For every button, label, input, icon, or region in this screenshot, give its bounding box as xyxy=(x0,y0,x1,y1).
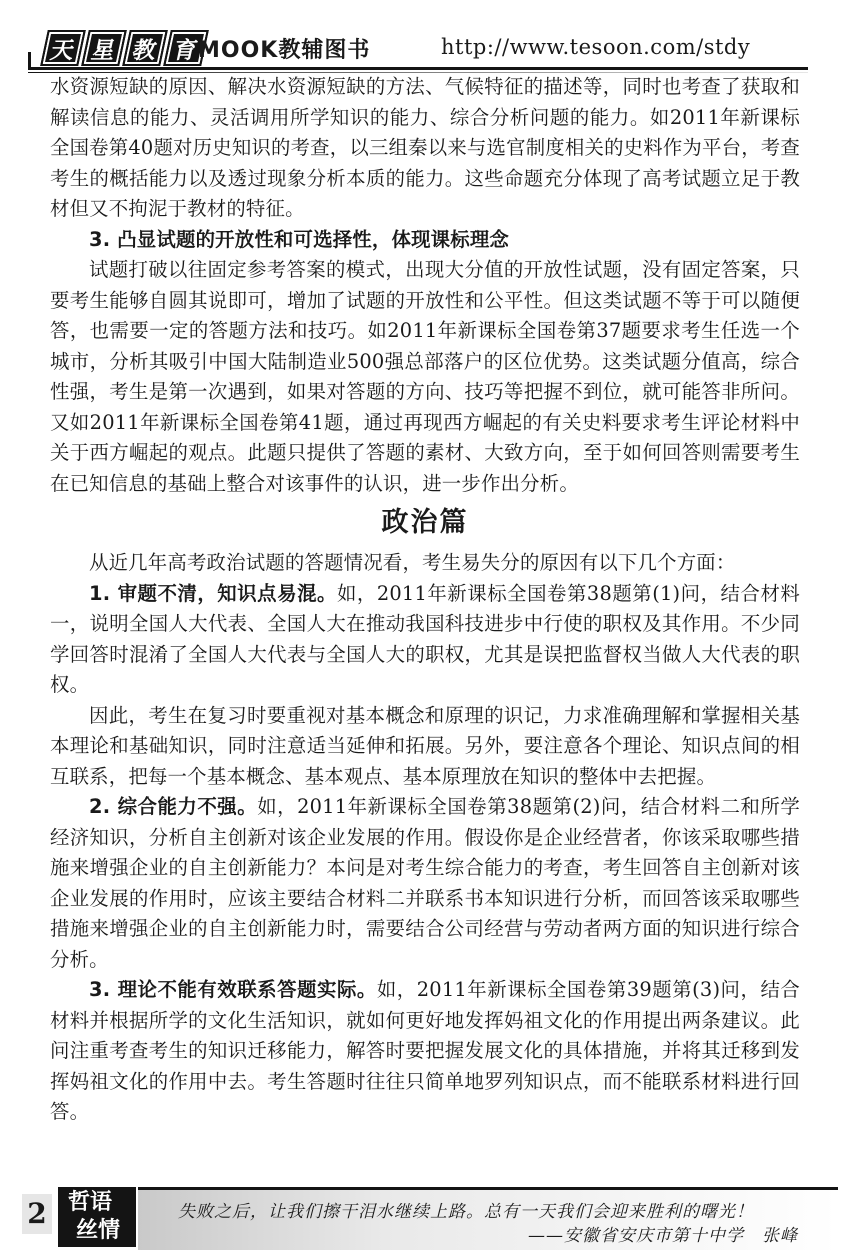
politics-item xyxy=(50,975,800,1128)
politics-item xyxy=(50,579,800,701)
column-badge xyxy=(58,1187,136,1247)
brand-char: 天 xyxy=(40,30,86,66)
item-lead: 3. 理论不能有效联系答题实际。 xyxy=(89,978,377,1001)
quote-attribution: ——安徽省安庆市第十中学 张峰 xyxy=(528,1226,798,1246)
politics-intro: 从近几年高考政治试题的答题情况看，考生易失分的原因有以下几个方面： xyxy=(89,551,736,574)
article-body xyxy=(50,72,800,1128)
column-label: 哲语 xyxy=(68,1190,113,1215)
brand-logo xyxy=(44,30,205,66)
column-label: 丝情 xyxy=(76,1218,121,1243)
header-rule xyxy=(28,67,808,70)
item-text: 如，2011年新课标全国卷第38题第(1)问，结合材料一，说明全国人大代表、全国人大在推动我国科技进步中行使的职权及其作用。不少同学回答时混淆了全国人大代表与全国人大的职权，尤其是误把监督权当做人大代表的职权。 xyxy=(50,581,800,696)
header-url: http://www.tesoon.com/stdy xyxy=(441,35,751,59)
item-text: 如，2011年新课标全国卷第39题第(3)问，结合材料并根据所学的文化生活知识，就如何更好地发挥妈祖文化的作用提出两条建议。此问注重考查考生的知识迁移能力，解答时要把握发展文化的具体措施，并将其迁移到发挥妈祖文化的作用中去。考生答题时往往只简单地罗列知识点，而不能联系材料进行回答。 xyxy=(50,978,800,1123)
page-footer xyxy=(0,1183,850,1250)
brand-char: 育 xyxy=(163,30,209,66)
brand-char: 星 xyxy=(81,30,127,66)
item-text: 如，2011年新课标全国卷第38题第(2)问，结合材料二和所学经济知识，分析自主创新对该企业发展的作用。假设你是企业经营者，你该采取哪些措施来增强企业的自主创新能力？本问是对考生综合能力的考查，考生回答自主创新对该企业发展的作用时，应该主要结合材料二并联系书本知识进行分析，而回答该采取哪些措施来增强企业的自主创新能力时，需要结合公司经营与劳动者两方面的知识进行综合分析。 xyxy=(50,795,800,971)
item-lead: 1. 审题不清，知识点易混。 xyxy=(89,581,337,605)
page-header xyxy=(0,0,850,72)
history-subheading: 3. 凸显试题的开放性和可选择性，体现课标理念 xyxy=(89,227,510,251)
series-title: MOOK教辅图书 xyxy=(198,38,371,63)
politics-item xyxy=(50,792,800,975)
history-paragraph: 试题打破以往固定参考答案的模式，出现大分值的开放性试题，没有固定答案，只要考生能够自圆其说即可，增加了试题的开放性和公平性。但这类试题不等于可以随便答，也需要一定的答题方法和技巧。如2011年新课标全国卷第37题要求考生任选一个城市，分析其吸引中国大陆制造业500强总部落户的区位优势。这类试题分值高，综合性强，考生是第一次遇到，如果对答题的方向、技巧等把握不到位，就可能答非所问。又如2011年新课标全国卷第41题，通过再现西方崛起的有关史料要求考生评论材料中关于西方崛起的观点。此题只提供了答题的素材、大致方向，至于如何回答则需要考生在已知信息的基础上整合对该事件的认识，进一步作出分析。 xyxy=(50,258,800,495)
item-lead: 2. 综合能力不强。 xyxy=(89,795,258,818)
history-paragraph: 水资源短缺的原因、解决水资源短缺的方法、气候特征的描述等，同时也考查了获取和解读信息的能力、灵活调用所学知识的能力、综合分析问题的能力。如2011年新课标全国卷第40题对历史知识的考查，以三组秦以来与选官制度相关的史料作为平台，考查考生的概括能力以及透过现象分析本质的能力。这些命题充分体现了高考试题立足于教材但又不拘泥于教材的特征。 xyxy=(50,75,800,220)
page-number: 2 xyxy=(22,1194,52,1234)
quote-banner xyxy=(138,1187,838,1250)
politics-followup: 因此，考生在复习时要重视对基本概念和原理的识记，力求准确理解和掌握相关基本理论和基础知识，同时注意适当延伸和拓展。另外，要注意各个理论、知识点间的相互联系，把每一个基本概念、基本观点、基本原理放在知识的整体中去把握。 xyxy=(50,703,800,788)
quote-text: 失败之后，让我们擦干泪水继续上路。总有一天我们会迎来胜利的曙光！ xyxy=(178,1202,754,1222)
section-title-politics: 政治篇 xyxy=(381,507,469,538)
brand-char: 教 xyxy=(122,30,168,66)
